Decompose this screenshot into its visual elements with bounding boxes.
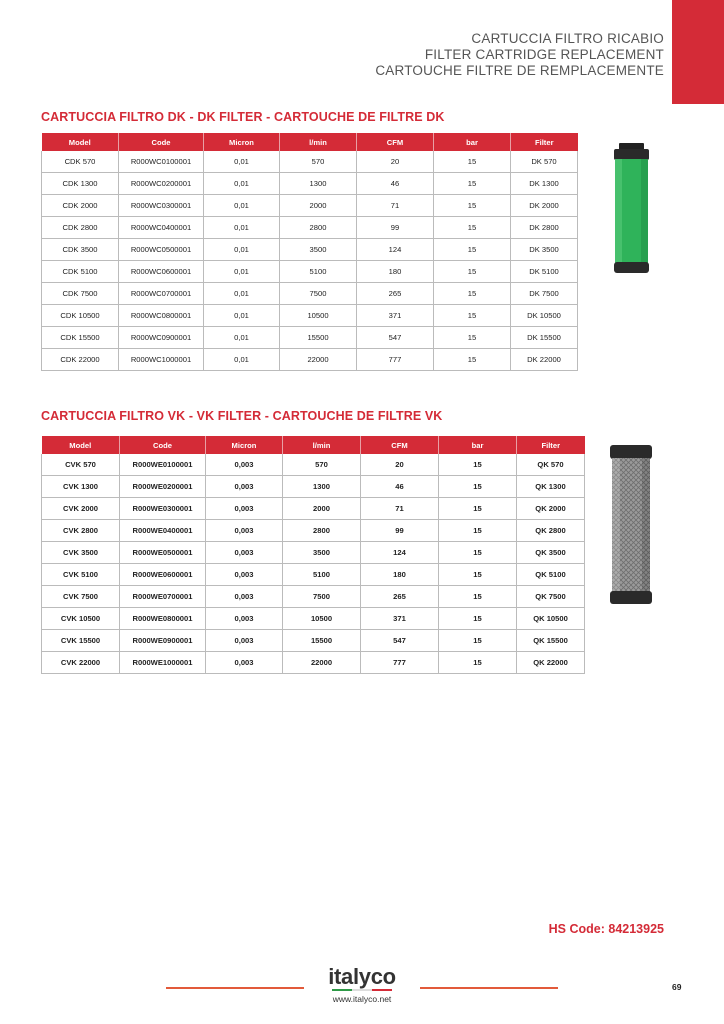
table-row (42, 586, 585, 608)
table-cell: R000WE0200001 (120, 476, 206, 498)
table-cell: 7500 (280, 283, 357, 305)
table-cell: R000WE0600001 (120, 564, 206, 586)
table-cell: 15 (439, 564, 517, 586)
vk-spec-table (41, 436, 585, 674)
table-cell: CDK 570 (42, 151, 119, 173)
table-cell: 15 (439, 476, 517, 498)
table-cell: 15 (434, 173, 511, 195)
table-cell: 371 (361, 608, 439, 630)
table-cell: 15 (434, 195, 511, 217)
table-cell: 3500 (283, 542, 361, 564)
table-cell: CVK 570 (42, 454, 120, 476)
table-cell: CVK 7500 (42, 586, 120, 608)
table-cell: CVK 1300 (42, 476, 120, 498)
table-cell: QK 1300 (517, 476, 585, 498)
table-cell: 547 (361, 630, 439, 652)
footer-divider-left (166, 987, 304, 989)
table-cell: 2800 (280, 217, 357, 239)
table-row (42, 652, 585, 674)
table-cell: DK 570 (511, 151, 578, 173)
table-cell: 15 (434, 261, 511, 283)
hs-code: HS Code: 84213925 (548, 922, 664, 936)
table-cell: DK 15500 (511, 327, 578, 349)
table-cell: 10500 (283, 608, 361, 630)
page-header (375, 31, 664, 79)
website-url: www.italyco.net (332, 994, 392, 1004)
table-cell: R000WC0200001 (119, 173, 204, 195)
table-cell: 777 (361, 652, 439, 674)
table-cell: 15 (434, 217, 511, 239)
green-filter-cartridge-image (609, 143, 654, 275)
table-cell: 371 (357, 305, 434, 327)
table-row (42, 630, 585, 652)
table-cell: R000WC1000001 (119, 349, 204, 371)
table-row (42, 283, 578, 305)
table-cell: 15 (439, 454, 517, 476)
table-cell: QK 10500 (517, 608, 585, 630)
table-cell: QK 22000 (517, 652, 585, 674)
footer-divider-right (420, 987, 558, 989)
table-cell: CDK 2800 (42, 217, 119, 239)
table-cell: 15 (439, 586, 517, 608)
dk-header-micron: Micron (204, 133, 280, 151)
table-cell: DK 10500 (511, 305, 578, 327)
table-cell: DK 5100 (511, 261, 578, 283)
header-line-fr: CARTOUCHE FILTRE DE REMPLACEMENTE (375, 63, 664, 78)
table-cell: R000WC0800001 (119, 305, 204, 327)
table-cell: 0,01 (204, 283, 280, 305)
dk-header-bar: bar (434, 133, 511, 151)
table-cell: DK 22000 (511, 349, 578, 371)
table-cell: 0,003 (206, 520, 283, 542)
table-cell: CDK 15500 (42, 327, 119, 349)
table-cell: 1300 (283, 476, 361, 498)
table-cell: 99 (357, 217, 434, 239)
table-cell: R000WC0400001 (119, 217, 204, 239)
table-cell: R000WE0100001 (120, 454, 206, 476)
corner-tab (672, 0, 724, 104)
table-cell: 0,01 (204, 305, 280, 327)
table-cell: QK 2000 (517, 498, 585, 520)
table-cell: R000WC0500001 (119, 239, 204, 261)
table-cell: R000WE0900001 (120, 630, 206, 652)
table-cell: R000WC0600001 (119, 261, 204, 283)
table-cell: 547 (357, 327, 434, 349)
table-cell: 0,01 (204, 151, 280, 173)
table-cell: 15 (434, 349, 511, 371)
vk-header-l-min: l/min (283, 436, 361, 454)
table-cell: 0,003 (206, 476, 283, 498)
table-cell: 15500 (280, 327, 357, 349)
table-cell: 0,003 (206, 498, 283, 520)
table-cell: CDK 10500 (42, 305, 119, 327)
table-cell: QK 2800 (517, 520, 585, 542)
table-cell: 3500 (280, 239, 357, 261)
table-cell: 71 (357, 195, 434, 217)
header-line-en: FILTER CARTRIDGE REPLACEMENT (424, 47, 664, 62)
table-row (42, 520, 585, 542)
dk-header-l-min: l/min (280, 133, 357, 151)
table-cell: 570 (280, 151, 357, 173)
table-cell: 1300 (280, 173, 357, 195)
table-cell: 22000 (283, 652, 361, 674)
table-cell: 0,003 (206, 652, 283, 674)
table-cell: CVK 2800 (42, 520, 120, 542)
dk-spec-table (41, 133, 578, 371)
table-cell: R000WE0500001 (120, 542, 206, 564)
table-row (42, 217, 578, 239)
table-row (42, 476, 585, 498)
table-row (42, 349, 578, 371)
table-cell: CDK 22000 (42, 349, 119, 371)
table-row (42, 542, 585, 564)
table-cell: 10500 (280, 305, 357, 327)
table-cell: 15 (434, 239, 511, 261)
table-cell: 46 (361, 476, 439, 498)
table-row (42, 195, 578, 217)
table-cell: 22000 (280, 349, 357, 371)
vk-header-micron: Micron (206, 436, 283, 454)
table-cell: 15 (439, 630, 517, 652)
table-cell: QK 7500 (517, 586, 585, 608)
table-cell: 0,003 (206, 608, 283, 630)
table-cell: CDK 5100 (42, 261, 119, 283)
dk-header-code: Code (119, 133, 204, 151)
table-cell: 0,003 (206, 454, 283, 476)
header-line-it: CARTUCCIA FILTRO RICABIO (471, 31, 664, 46)
table-cell: R000WE0300001 (120, 498, 206, 520)
table-cell: R000WC0700001 (119, 283, 204, 305)
table-cell: CVK 2000 (42, 498, 120, 520)
table-cell: DK 3500 (511, 239, 578, 261)
table-cell: 0,003 (206, 586, 283, 608)
table-cell: 2000 (280, 195, 357, 217)
table-cell: 99 (361, 520, 439, 542)
table-cell: CVK 10500 (42, 608, 120, 630)
dk-header-cfm: CFM (357, 133, 434, 151)
table-cell: 15 (439, 542, 517, 564)
dk-header-model: Model (42, 133, 119, 151)
dk-section-title: CARTUCCIA FILTRO DK - DK FILTER - CARTOUCHE DE FILTRE DK (41, 110, 445, 124)
table-cell: 20 (361, 454, 439, 476)
table-cell: 0,01 (204, 217, 280, 239)
table-row (42, 608, 585, 630)
logo-wordmark: italyco (328, 964, 396, 989)
table-cell: 15 (434, 283, 511, 305)
table-cell: CDK 2000 (42, 195, 119, 217)
table-cell: 15 (434, 151, 511, 173)
table-cell: R000WE0700001 (120, 586, 206, 608)
table-cell: CVK 15500 (42, 630, 120, 652)
table-row (42, 564, 585, 586)
table-cell: 0,01 (204, 239, 280, 261)
table-cell: 15 (434, 305, 511, 327)
table-cell: R000WC0300001 (119, 195, 204, 217)
italyco-logo (311, 966, 413, 1004)
table-cell: 265 (357, 283, 434, 305)
table-cell: 46 (357, 173, 434, 195)
table-header-row (42, 436, 585, 454)
table-row (42, 454, 585, 476)
grey-mesh-filter-cartridge-image (606, 445, 656, 605)
table-cell: 2000 (283, 498, 361, 520)
table-cell: 124 (361, 542, 439, 564)
table-cell: 0,01 (204, 327, 280, 349)
table-cell: 5100 (283, 564, 361, 586)
table-cell: 777 (357, 349, 434, 371)
table-cell: CDK 7500 (42, 283, 119, 305)
table-cell: 0,01 (204, 261, 280, 283)
table-cell: 265 (361, 586, 439, 608)
table-cell: 2800 (283, 520, 361, 542)
table-cell: QK 15500 (517, 630, 585, 652)
page-number: 69 (672, 982, 682, 992)
table-row (42, 173, 578, 195)
table-cell: 15 (439, 520, 517, 542)
table-row (42, 151, 578, 173)
table-cell: 0,003 (206, 630, 283, 652)
table-cell: 20 (357, 151, 434, 173)
table-cell: DK 7500 (511, 283, 578, 305)
table-row (42, 498, 585, 520)
table-cell: 0,003 (206, 564, 283, 586)
table-cell: 0,003 (206, 542, 283, 564)
table-cell: CVK 3500 (42, 542, 120, 564)
dk-header-filter: Filter (511, 133, 578, 151)
table-cell: CVK 22000 (42, 652, 120, 674)
table-cell: 7500 (283, 586, 361, 608)
vk-section-title: CARTUCCIA FILTRO VK - VK FILTER - CARTOUCHE DE FILTRE VK (41, 409, 443, 423)
table-cell: 124 (357, 239, 434, 261)
table-cell: CVK 5100 (42, 564, 120, 586)
table-row (42, 239, 578, 261)
table-cell: R000WC0100001 (119, 151, 204, 173)
table-row (42, 327, 578, 349)
table-cell: 5100 (280, 261, 357, 283)
table-cell: 180 (361, 564, 439, 586)
table-cell: QK 5100 (517, 564, 585, 586)
table-cell: CDK 1300 (42, 173, 119, 195)
table-cell: 180 (357, 261, 434, 283)
table-cell: 0,01 (204, 195, 280, 217)
table-cell: 15 (439, 652, 517, 674)
table-cell: QK 3500 (517, 542, 585, 564)
table-cell: 15 (439, 608, 517, 630)
table-row (42, 261, 578, 283)
table-cell: 15500 (283, 630, 361, 652)
table-cell: CDK 3500 (42, 239, 119, 261)
table-cell: R000WC0900001 (119, 327, 204, 349)
table-cell: 15 (434, 327, 511, 349)
italian-flag-stripe (332, 989, 392, 991)
table-cell: R000WE0400001 (120, 520, 206, 542)
table-cell: DK 2800 (511, 217, 578, 239)
table-header-row (42, 133, 578, 151)
table-cell: 0,01 (204, 349, 280, 371)
table-cell: R000WE0800001 (120, 608, 206, 630)
table-cell: R000WE1000001 (120, 652, 206, 674)
table-cell: 71 (361, 498, 439, 520)
vk-header-bar: bar (439, 436, 517, 454)
vk-header-code: Code (120, 436, 206, 454)
table-cell: 0,01 (204, 173, 280, 195)
vk-header-filter: Filter (517, 436, 585, 454)
table-row (42, 305, 578, 327)
table-cell: 570 (283, 454, 361, 476)
table-cell: QK 570 (517, 454, 585, 476)
vk-header-model: Model (42, 436, 120, 454)
vk-header-cfm: CFM (361, 436, 439, 454)
table-cell: DK 1300 (511, 173, 578, 195)
table-cell: 15 (439, 498, 517, 520)
table-cell: DK 2000 (511, 195, 578, 217)
